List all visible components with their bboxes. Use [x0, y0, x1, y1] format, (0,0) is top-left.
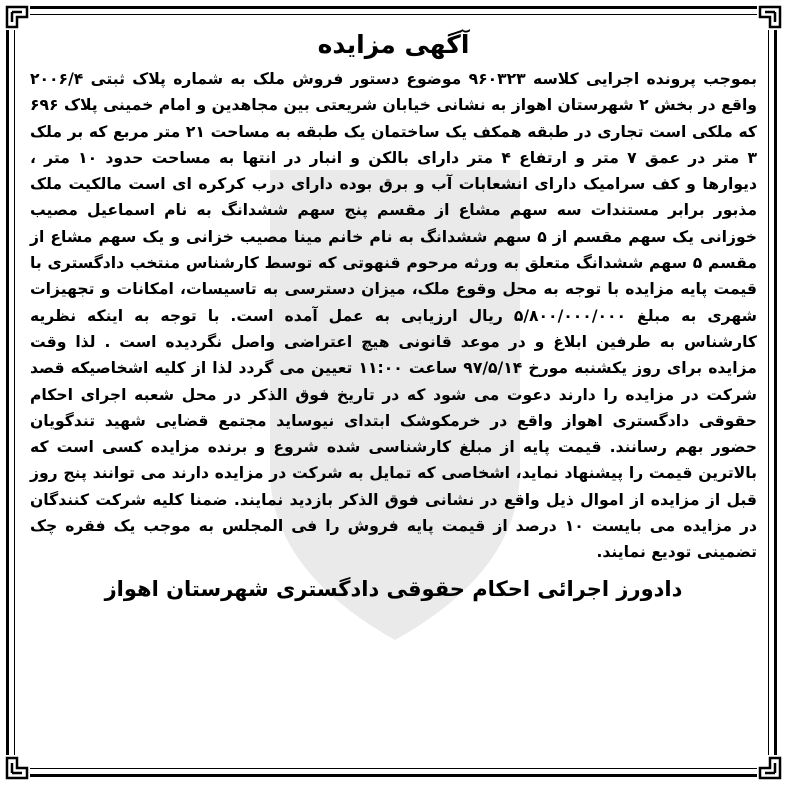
corner-ornament-icon [757, 4, 783, 30]
notice-signature: دادورز اجرائی احکام حقوقی دادگستری شهرستان اهواز [104, 576, 683, 601]
notice-body: بموجب پرونده اجرایی کلاسه ۹۶۰۳۲۳ موضوع دستور فروش ملک به شماره پلاک ثبتی ۲۰۰۶/۴ واقع در بخش ۲ شهرستان اهواز به نشانی خیابان شریعتی بین مجاهدین و امام خمینی پلاک ۶۹۶ که ملکی است تجاری در طبقه همکف یک ساختمان یک طبقه به مساحت ۲۱ متر مربع که بر ملک ۳ متر در عمق ۷ متر و ارتفاع ۴ متر دارای بالکن و انبار در انتها به مساحت حدود ۱۰ متر ، دیوارها و کف سرامیک دارای انشعابات آب و برق بوده دارای درب کرکره ای است مالکیت ملک مذبور برابر مستندات سه سهم مشاع از مقسم پنج سهم ششدانگ به نام اسماعیل مصیب خوزانی یک سهم مقسم از ۵ سهم ششدانگ به نام خانم مینا مصیب خزانی و یک سهم مشاع از مقسم ۵ سهم ششدانگ متعلق به ورثه مرحوم قنهوتی که توسط کارشناس منتخب دادگستری با قیمت پایه مزایده با توجه به محل وقوع ملک، میزان دسترسی به تاسیسات، امکانات و تجهیزات شهری به مبلغ ۵/۸۰۰/۰۰۰/۰۰۰ ریال ارزیابی به عمل آمده است. با توجه به اینکه نظریه کارشناس به طرفین ابلاغ و در موعد قانونی هیچ اعتراضی واصل نگردیده است . لذا وقت مزایده برای روز یکشنبه مورخ ۹۷/۵/۱۴ ساعت ۱۱:۰۰ تعیین می گردد لذا از کلیه اشخاصیکه قصد شرکت در مزایده را دارند دعوت می شود که در تاریخ فوق الذکر در محل شعبه اجرای احکام حقوقی دادگستری اهواز واقع در خرمکوشک ابتدای نیوساید مجتمع قضایی شهید تندگویان حضور بهم رسانند. قیمت پایه از مبلغ کارشناسی شده شروع و برنده مزایده کسی است که بالاترین قیمت را پیشنهاد نماید، اشخاصی که تمایل به شرکت در مزایده دارند می توانند پنج روز قبل از مزایده از اموال ذیل واقع در نشانی فوق الذکر بازدید نمایند. ضمنا کلیه شرکت کنندگان در مزایده می بایست ۱۰ درصد از قیمت پایه فروش را فی المجلس به موجب یک فقره چک تضمینی تودیع نمایند. [30, 70, 758, 562]
corner-ornament-icon [4, 755, 30, 781]
notice-content [30, 28, 757, 763]
notice-title: آگهی مزایده [317, 30, 470, 59]
corner-ornament-icon [757, 755, 783, 781]
corner-ornament-icon [4, 4, 30, 30]
